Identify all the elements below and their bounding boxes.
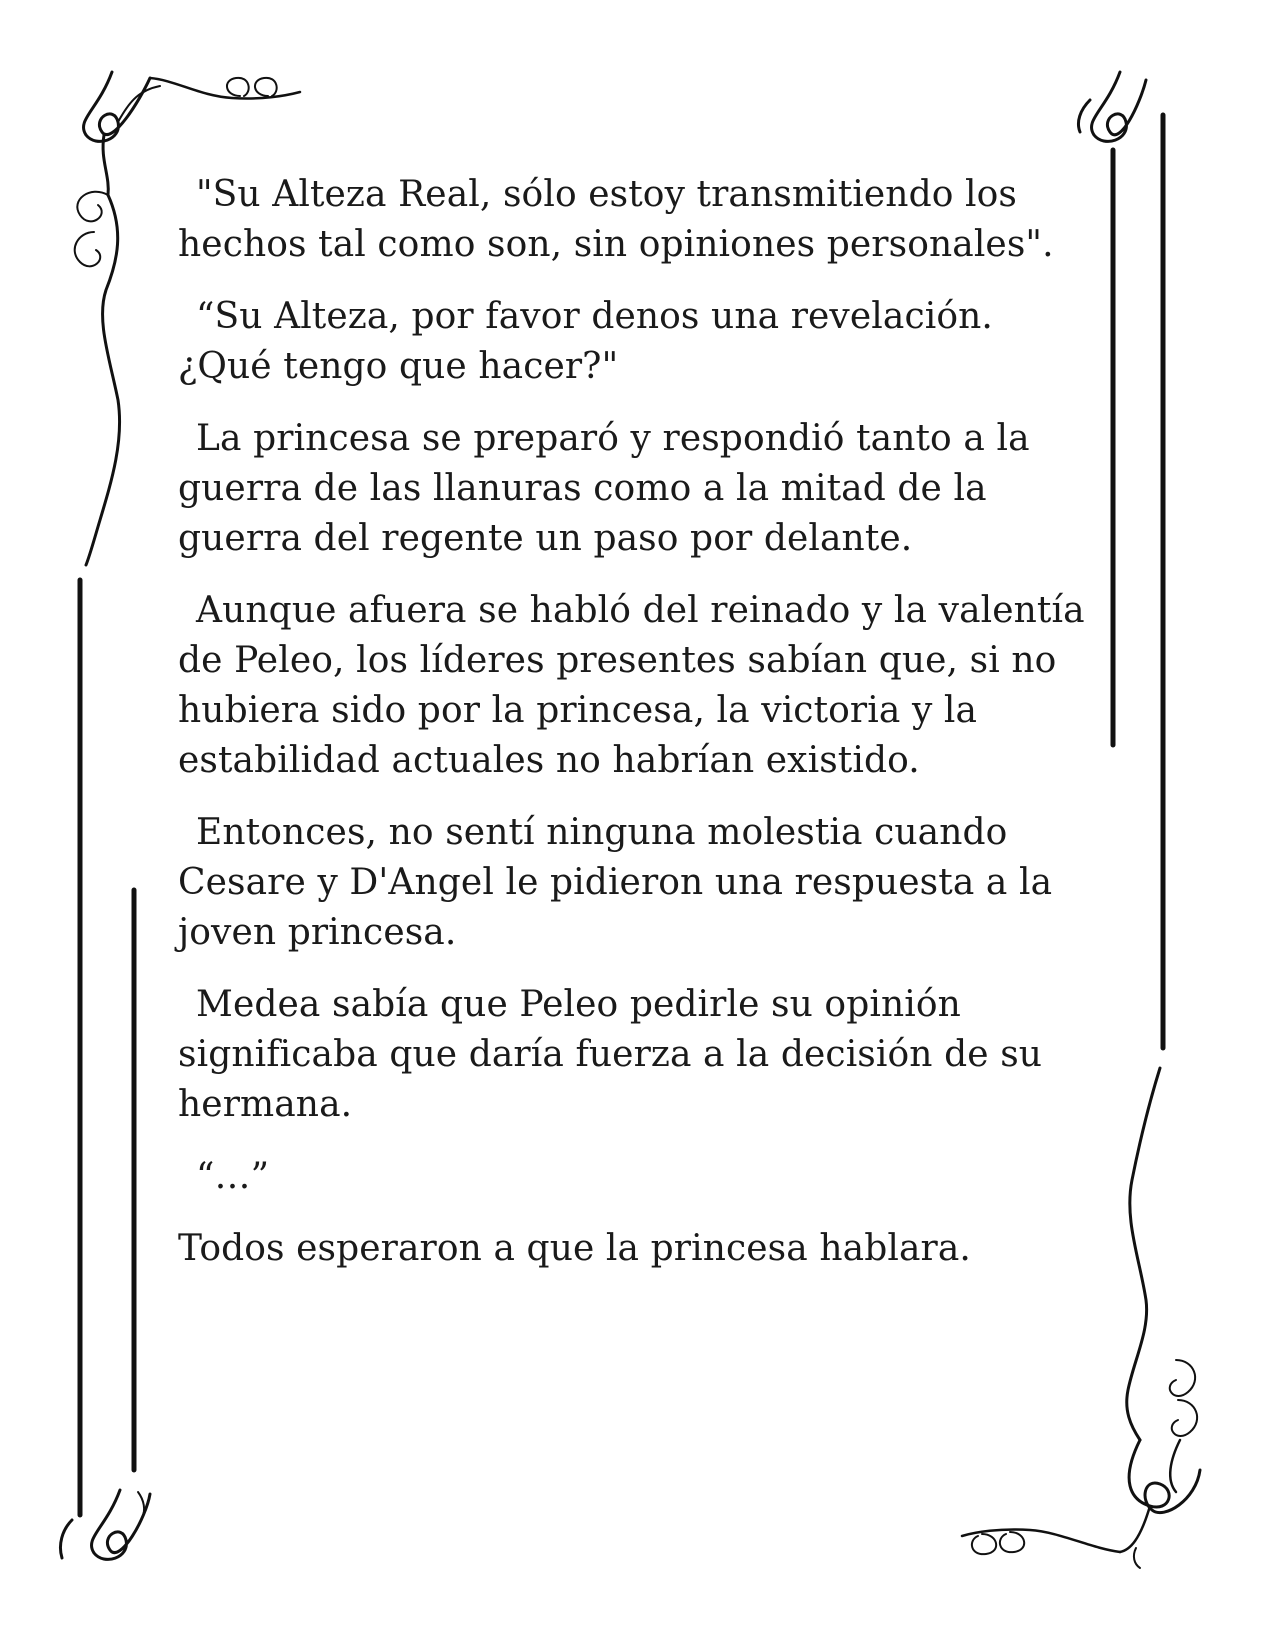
paragraph-1: "Su Alteza Real, sólo estoy transmitiendo los hechos tal como son, sin opiniones personales". xyxy=(178,174,1054,265)
paragraph-5: Entonces, no sentí ninguna molestia cuando Cesare y D'Angel le pidieron una respuesta a la joven princesa. xyxy=(178,812,1053,953)
page-body xyxy=(178,170,1098,1296)
paragraph-8: Todos esperaron a que la princesa hablara. xyxy=(178,1228,971,1269)
paragraph-6: Medea sabía que Peleo pedirle su opinión significaba que daría fuerza a la decisión de su hermana. xyxy=(178,984,1043,1125)
paragraph-7: “…” xyxy=(196,1156,270,1197)
paragraph-2: “Su Alteza, por favor denos una revelación. ¿Qué tengo que hacer?" xyxy=(178,296,993,387)
paragraph-3: La princesa se preparó y respondió tanto a la guerra de las llanuras como a la mitad de la guerra del regente un paso por delante. xyxy=(178,418,1030,559)
flourish-bottom-left-icon xyxy=(60,1490,150,1559)
paragraph-4: Aunque afuera se habló del reinado y la valentía de Peleo, los líderes presentes sabían que, si no hubiera sido por la princesa, la victoria y la estabilidad actuales no habrían existido. xyxy=(178,590,1085,781)
